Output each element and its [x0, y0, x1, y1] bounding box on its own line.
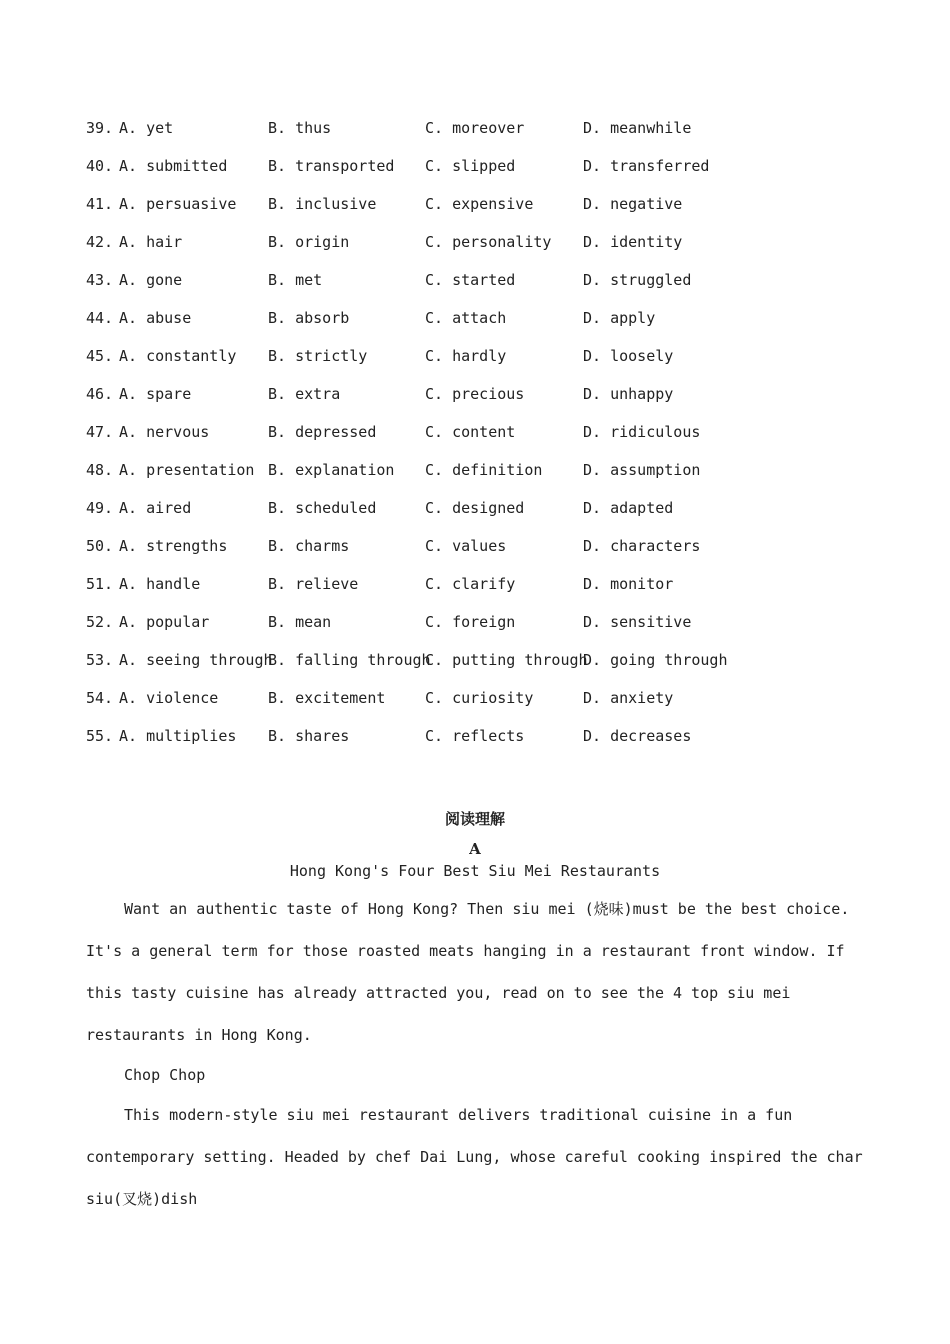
option-a: A. popular	[119, 613, 210, 631]
option-d: D. loosely	[583, 347, 674, 365]
option-d: D. ridiculous	[583, 423, 701, 441]
option-d: D. adapted	[583, 499, 674, 517]
option-c: C. attach	[425, 309, 507, 327]
question-number: 52.	[86, 613, 114, 631]
option-a: A. seeing through	[119, 651, 273, 669]
option-a: A. constantly	[119, 347, 237, 365]
question-number: 55.	[86, 727, 114, 745]
option-c: C. content	[425, 423, 516, 441]
option-b: B. origin	[268, 233, 350, 251]
option-b: B. met	[268, 271, 323, 289]
question-number: 44.	[86, 309, 114, 327]
option-d: D. characters	[583, 537, 701, 555]
restaurant-subheading: Chop Chop	[124, 1066, 206, 1084]
option-b: B. thus	[268, 119, 332, 137]
option-a: A. abuse	[119, 309, 192, 327]
question-row	[86, 155, 886, 193]
option-d: D. sensitive	[583, 613, 692, 631]
question-row	[86, 573, 886, 611]
option-b: B. explanation	[268, 461, 395, 479]
question-row	[86, 307, 886, 345]
question-row	[86, 345, 886, 383]
option-a: A. presentation	[119, 461, 255, 479]
option-a: A. aired	[119, 499, 192, 517]
question-number: 50.	[86, 537, 114, 555]
question-row	[86, 231, 886, 269]
option-c: C. reflects	[425, 727, 525, 745]
option-d: D. apply	[583, 309, 656, 327]
question-number: 49.	[86, 499, 114, 517]
option-a: A. yet	[119, 119, 174, 137]
option-a: A. persuasive	[119, 195, 237, 213]
question-number: 41.	[86, 195, 114, 213]
option-b: B. transported	[268, 157, 395, 175]
paragraph-intro: Want an authentic taste of Hong Kong? Then siu mei (烧味)must be the best choice. It's a general term for those roasted meats hanging in a restaurant front window. If this tasty cuisine has already attracted you, read on to see the 4 top siu mei restaurants in Hong Kong.	[86, 900, 850, 1044]
question-row	[86, 421, 886, 459]
question-number: 43.	[86, 271, 114, 289]
option-a: A. gone	[119, 271, 183, 289]
section-title: 阅读理解	[444, 810, 505, 828]
question-number: 46.	[86, 385, 114, 403]
question-number: 40.	[86, 157, 114, 175]
question-row	[86, 269, 886, 307]
option-d: D. assumption	[583, 461, 701, 479]
option-a: A. submitted	[119, 157, 228, 175]
option-c: C. moreover	[425, 119, 525, 137]
option-b: B. absorb	[268, 309, 350, 327]
option-c: C. curiosity	[425, 689, 534, 707]
option-c: C. hardly	[425, 347, 507, 365]
question-row	[86, 193, 886, 231]
option-c: C. putting through	[425, 651, 588, 669]
option-c: C. slipped	[425, 157, 516, 175]
question-number: 39.	[86, 119, 114, 137]
question-number: 42.	[86, 233, 114, 251]
question-number: 45.	[86, 347, 114, 365]
option-b: B. shares	[268, 727, 350, 745]
option-b: B. mean	[268, 613, 332, 631]
part-label: A	[469, 840, 481, 858]
option-a: A. strengths	[119, 537, 228, 555]
question-row	[86, 383, 886, 421]
option-d: D. monitor	[583, 575, 674, 593]
cloze-options-list	[86, 117, 886, 763]
article-body	[86, 888, 876, 1220]
option-c: C. expensive	[425, 195, 534, 213]
option-b: B. depressed	[268, 423, 377, 441]
option-c: C. clarify	[425, 575, 516, 593]
option-d: D. identity	[583, 233, 683, 251]
option-c: C. values	[425, 537, 507, 555]
option-a: A. violence	[119, 689, 219, 707]
option-d: D. anxiety	[583, 689, 674, 707]
option-b: B. inclusive	[268, 195, 377, 213]
option-d: D. struggled	[583, 271, 692, 289]
option-a: A. spare	[119, 385, 192, 403]
option-d: D. transferred	[583, 157, 710, 175]
option-c: C. definition	[425, 461, 543, 479]
option-d: D. going through	[583, 651, 728, 669]
option-b: B. strictly	[268, 347, 368, 365]
option-b: B. extra	[268, 385, 341, 403]
question-row	[86, 611, 886, 649]
option-b: B. charms	[268, 537, 350, 555]
option-d: D. negative	[583, 195, 683, 213]
question-number: 51.	[86, 575, 114, 593]
option-a: A. handle	[119, 575, 201, 593]
question-number: 48.	[86, 461, 114, 479]
question-row	[86, 117, 886, 155]
option-a: A. multiplies	[119, 727, 237, 745]
question-row	[86, 535, 886, 573]
option-a: A. nervous	[119, 423, 210, 441]
paragraph-chop-chop: This modern-style siu mei restaurant delivers traditional cuisine in a fun contemporary setting. Headed by chef Dai Lung, whose careful cooking inspired the char siu(叉烧)dish	[86, 1106, 863, 1208]
option-b: B. excitement	[268, 689, 386, 707]
option-d: D. meanwhile	[583, 119, 692, 137]
option-d: D. decreases	[583, 727, 692, 745]
question-number: 54.	[86, 689, 114, 707]
article-title: Hong Kong's Four Best Siu Mei Restaurants	[289, 862, 661, 880]
question-row	[86, 649, 886, 687]
option-b: B. scheduled	[268, 499, 377, 517]
option-c: C. precious	[425, 385, 525, 403]
question-row	[86, 459, 886, 497]
option-b: B. relieve	[268, 575, 359, 593]
option-b: B. falling through	[268, 651, 431, 669]
question-row	[86, 725, 886, 763]
option-c: C. designed	[425, 499, 525, 517]
option-c: C. personality	[425, 233, 552, 251]
question-number: 47.	[86, 423, 114, 441]
option-c: C. foreign	[425, 613, 516, 631]
option-c: C. started	[425, 271, 516, 289]
question-row	[86, 497, 886, 535]
question-number: 53.	[86, 651, 114, 669]
question-row	[86, 687, 886, 725]
option-a: A. hair	[119, 233, 183, 251]
option-d: D. unhappy	[583, 385, 674, 403]
